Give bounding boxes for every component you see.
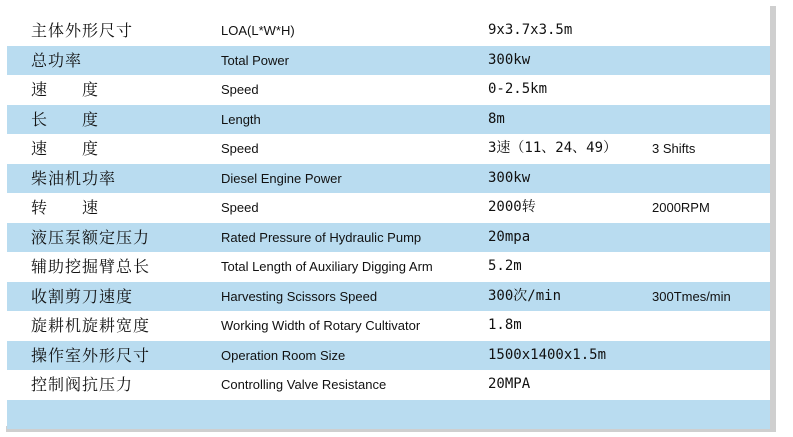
- table-row: [7, 46, 770, 76]
- english-label: Total Length of Auxiliary Digging Arm: [221, 259, 433, 274]
- english-label: Speed: [221, 200, 259, 215]
- chinese-label: 辅助挖掘臂总长: [31, 257, 151, 276]
- table-row: [7, 370, 770, 400]
- spec-value: 0-2.5km: [488, 81, 548, 97]
- english-label: Total Power: [221, 52, 289, 68]
- english-label: Working Width of Rotary Cultivator: [221, 318, 421, 333]
- chinese-label: 速 度: [31, 139, 100, 158]
- spec-value: 5.2m: [488, 258, 522, 274]
- table-row: [7, 282, 770, 312]
- chinese-label: 转 速: [31, 198, 100, 217]
- table-row: [7, 75, 770, 105]
- chinese-label: 液压泵额定压力: [31, 227, 151, 247]
- spec-value: 8m: [488, 110, 505, 127]
- table-row: [7, 311, 770, 341]
- chinese-label: 收割剪刀速度: [31, 286, 134, 306]
- chinese-label: 控制阀抗压力: [31, 375, 134, 394]
- spec-extra: 2000RPM: [652, 200, 710, 215]
- chinese-label: 速 度: [31, 80, 100, 99]
- table-row: [7, 223, 770, 253]
- spec-value: 300次/min: [488, 287, 562, 304]
- table-row: [7, 193, 770, 223]
- english-label: Speed: [221, 82, 259, 97]
- english-label: Operation Room Size: [221, 347, 346, 363]
- chinese-label: 柴油机功率: [31, 168, 117, 188]
- table-row: [7, 252, 770, 282]
- english-label: Harvesting Scissors Speed: [221, 288, 378, 304]
- spec-value: 1.8m: [488, 317, 522, 333]
- chinese-label: 总功率: [31, 50, 83, 70]
- english-label: Speed: [221, 141, 259, 156]
- spec-value: 20MPA: [488, 376, 531, 392]
- spec-value: 1500x1400x1.5m: [488, 346, 607, 363]
- english-label: Length: [221, 111, 261, 127]
- table-row: [7, 164, 770, 194]
- table-row: [7, 400, 770, 430]
- english-label: Controlling Valve Resistance: [221, 377, 387, 392]
- english-label: Diesel Engine Power: [221, 170, 342, 186]
- english-label: Rated Pressure of Hydraulic Pump: [221, 229, 422, 245]
- spec-extra: 3 Shifts: [652, 141, 696, 156]
- spec-value: 300kw: [488, 169, 531, 186]
- table-row: [7, 16, 770, 46]
- table-row: [7, 105, 770, 135]
- spec-value: 3速（11、24、49）: [488, 140, 618, 156]
- chinese-label: 操作室外形尺寸: [31, 345, 151, 365]
- spec-value: 2000转: [488, 199, 536, 215]
- chinese-label: 旋耕机旋耕宽度: [31, 316, 151, 335]
- english-label: LOA(L*W*H): [221, 23, 295, 38]
- chinese-label: 主体外形尺寸: [31, 21, 134, 40]
- table-row: [7, 134, 770, 164]
- table-row: [7, 341, 770, 371]
- spec-value: 20mpa: [488, 228, 531, 245]
- spec-table: [7, 16, 770, 426]
- drop-shadow-right: [770, 6, 776, 432]
- spec-value: 300kw: [488, 51, 531, 68]
- chinese-label: 长 度: [31, 109, 100, 129]
- spec-extra: 300Tmes/min: [652, 288, 731, 304]
- spec-value: 9x3.7x3.5m: [488, 22, 573, 38]
